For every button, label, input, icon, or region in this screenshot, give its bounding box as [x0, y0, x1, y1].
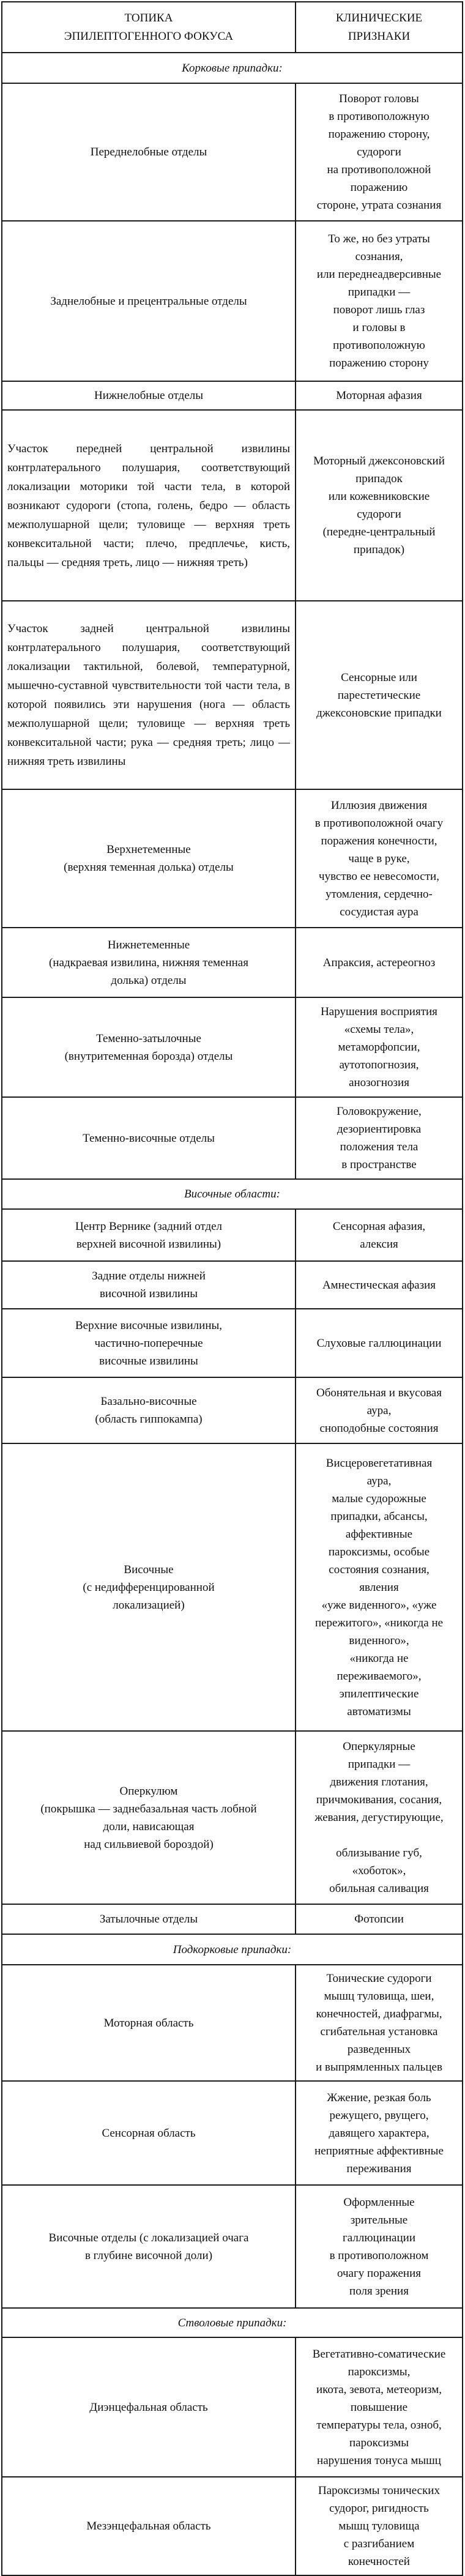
signs-cell: Нарушения восприятия «схемы тела», метаморфопсии, аутотопогнозия, анозогнозия: [296, 997, 463, 1097]
table-row: [2, 997, 463, 1097]
signs-cell: Иллюзия движения в противоположной очагу поражения конечности, чаще в руке, чувство ее невесомости, утомления, сердечно- сосудистая аура: [296, 789, 463, 928]
table-row: [2, 1377, 463, 1443]
topic-cell: Базально-височные (область гиппокампа): [2, 1377, 296, 1443]
header-signs: КЛИНИЧЕСКИЕ ПРИЗНАКИ: [296, 2, 463, 53]
table-row: [2, 2337, 463, 2477]
signs-cell: Головокружение, дезориентировка положения тела в пространстве: [296, 1097, 463, 1179]
topic-cell: Диэнцефальная область: [2, 2337, 296, 2477]
signs-cell: Обонятельная и вкусовая аура, сноподобные состояния: [296, 1377, 463, 1443]
signs-cell: Сенсорные или парестетические джексоновские припадки: [296, 601, 463, 789]
table-row: [2, 221, 463, 381]
topic-cell: Височные отделы (с локализацией очага в глубине височной доли): [2, 2185, 296, 2308]
table-row: [2, 1209, 463, 1261]
signs-cell: Оформленные зрительные галлюцинации в противоположном очагу поражения поля зрения: [296, 2185, 463, 2308]
signs-cell: Моторная афазия: [296, 381, 463, 410]
table-row: [2, 789, 463, 928]
topic-cell: Теменно-затылочные (внутритеменная борозда) отделы: [2, 997, 296, 1097]
topic-cell: Участок передней центральной извилины контрлатерального полушария, соответствующий локализации моторики той части тела, в которой возникают судороги (стопа, голень, бедро — область межполушарной щели; туловище — верхняя треть конвекситальной части; плечо, предплечье, кисть, пальцы — средняя треть, лицо — нижняя треть): [2, 410, 296, 601]
signs-cell: Сенсорная афазия, алексия: [296, 1209, 463, 1261]
table-row: [2, 1309, 463, 1377]
signs-cell: Тонические судороги мышц туловища, шеи, конечностей, диафрагмы, сгибательная установка разведенных и выпрямленных пальцев: [296, 1965, 463, 2081]
topic-cell: Височные (с недифференцированной локализацией): [2, 1443, 296, 1731]
table-row: [2, 928, 463, 997]
signs-cell: То же, но без утраты сознания, или переднеадверсивные припадки — поворот лишь глаз и головы в противоположную поражению сторону: [296, 221, 463, 381]
topic-cell: Центр Вернике (задний отдел верхней височной извилины): [2, 1209, 296, 1261]
signs-cell: Апраксия, астереогноз: [296, 928, 463, 997]
table-header-row: [2, 2, 463, 53]
topic-cell: Нижнетеменные (надкраевая извилина, нижняя теменная долька) отделы: [2, 928, 296, 997]
signs-cell: Жжение, резкая боль режущего, рвущего, давящего характера, неприятные аффективные переживания: [296, 2081, 463, 2185]
table-row: [2, 1965, 463, 2081]
topic-cell: Оперкулюм (покрышка — заднебазальная часть лобной доли, нависающая над сильвиевой бороздой): [2, 1731, 296, 1904]
section-title: Подкорковые припадки:: [2, 1934, 463, 1965]
topic-cell: Сенсорная область: [2, 2081, 296, 2185]
signs-cell: Вегетативно-соматические пароксизмы, икота, зевота, метеоризм, повышение температуры тела, озноб, пароксизмы нарушения тонуса мышц: [296, 2337, 463, 2477]
table-row: [2, 2081, 463, 2185]
table-row: [2, 1904, 463, 1934]
table-row: [2, 1261, 463, 1309]
topic-cell: Верхнетеменные (верхняя теменная долька) отделы: [2, 789, 296, 928]
topic-cell: Заднелобные и прецентральные отделы: [2, 221, 296, 381]
table-row: [2, 1443, 463, 1731]
table-body: [2, 2, 463, 2575]
topic-cell: Мезэнцефальная область: [2, 2477, 296, 2575]
topic-cell: Нижнелобные отделы: [2, 381, 296, 410]
epilepsy-focus-table: [1, 1, 463, 2576]
section-row: [2, 2308, 463, 2337]
signs-cell: Поворот головы в противоположную поражению сторону, судороги на противоположной поражению стороне, утрата сознания: [296, 83, 463, 221]
table-row: [2, 2477, 463, 2575]
signs-cell: Оперкулярные припадки — движения глотания, причмокивания, сосания, жевания, дегустирующие, облизывание губ, «хоботок», обильная саливация: [296, 1731, 463, 1904]
table-row: [2, 601, 463, 789]
topic-cell: Теменно-височные отделы: [2, 1097, 296, 1179]
topic-cell: Задние отделы нижней височной извилины: [2, 1261, 296, 1309]
section-title: Височные области:: [2, 1179, 463, 1209]
section-row: [2, 1934, 463, 1965]
table-row: [2, 83, 463, 221]
header-topic: ТОПИКА ЭПИЛЕПТОГЕННОГО ФОКУСА: [2, 2, 296, 53]
signs-cell: Фотопсии: [296, 1904, 463, 1934]
section-row: [2, 1179, 463, 1209]
table-row: [2, 2185, 463, 2308]
topic-cell: Верхние височные извилины, частично-поперечные височные извилины: [2, 1309, 296, 1377]
table-row: [2, 1097, 463, 1179]
table-row: [2, 381, 463, 410]
table-row: [2, 410, 463, 601]
topic-cell: Затылочные отделы: [2, 1904, 296, 1934]
topic-cell: Моторная область: [2, 1965, 296, 2081]
topic-cell: Участок задней центральной извилины контрлатерального полушария, соответствующий локализации тактильной, болевой, температурной, мышечно-суставной чувствительности той части тела, в которой появились эти нарушения (нога — область межполушарной щели; туловище — верхняя треть конвекситальной части; рука — средняя треть; лицо — нижняя треть извилины: [2, 601, 296, 789]
section-title: Корковые припадки:: [2, 53, 463, 83]
signs-cell: Висцеровегетативная аура, малые судорожные припадки, абсансы, аффективные пароксизмы, особые состояния сознания, явления «уже виденного», «уже пережитого», «никогда не виденного», «никогда не переживаемого», эпилептические автоматизмы: [296, 1443, 463, 1731]
table-row: [2, 1731, 463, 1904]
section-row: [2, 53, 463, 83]
signs-cell: Моторный джексоновский припадок или кожевниковские судороги (передне-центральный припадок): [296, 410, 463, 601]
section-title: Стволовые припадки:: [2, 2308, 463, 2337]
signs-cell: Слуховые галлюцинации: [296, 1309, 463, 1377]
signs-cell: Амнестическая афазия: [296, 1261, 463, 1309]
signs-cell: Пароксизмы тонических судорог, ригидность мышц туловища с разгибанием конечностей: [296, 2477, 463, 2575]
topic-cell: Переднелобные отделы: [2, 83, 296, 221]
